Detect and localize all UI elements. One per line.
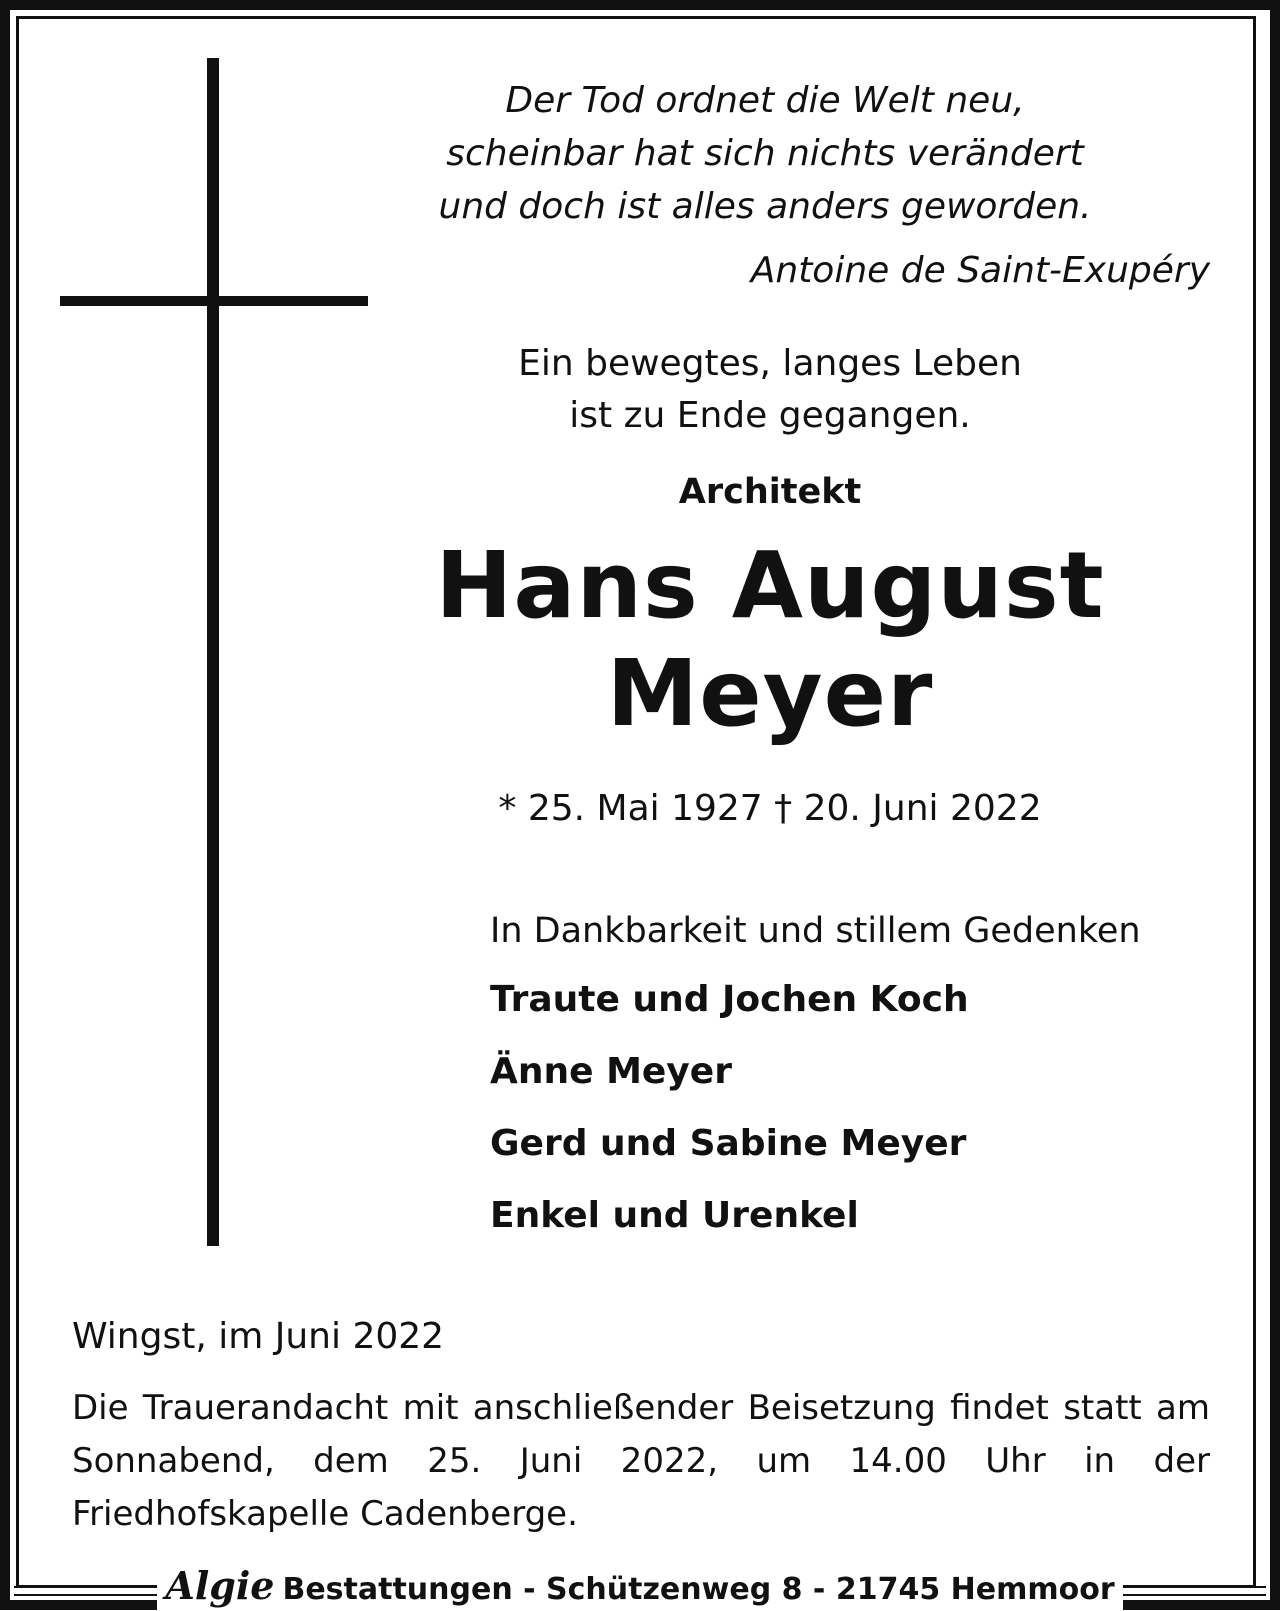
funeral-home-logo: Algie xyxy=(165,1563,275,1608)
mourner-item: Enkel und Urenkel xyxy=(490,1195,859,1236)
quote-line: Der Tod ordnet die Welt neu, xyxy=(505,80,1025,121)
mourner-item: Änne Meyer xyxy=(490,1051,732,1092)
profession: Architekt xyxy=(678,472,862,512)
intro-text xyxy=(420,338,1120,442)
intro-line: Ein bewegtes, langes Leben xyxy=(518,343,1022,384)
quote-line: und doch ist alles anders geworden. xyxy=(438,186,1092,227)
mourner-item: Gerd und Sabine Meyer xyxy=(490,1123,967,1164)
mourners-list xyxy=(490,976,969,1264)
quote-author: Antoine de Saint-Exupéry xyxy=(750,250,1210,291)
footer-content xyxy=(157,1565,1122,1611)
gratitude-line: In Dankbarkeit und stillem Gedenken xyxy=(490,911,1141,951)
footer xyxy=(0,1563,1280,1610)
footer-rule-left xyxy=(14,1586,164,1596)
intro-line: ist zu Ende gegangen. xyxy=(569,395,971,436)
deceased-name xyxy=(380,532,1160,748)
cross-icon-vertical-bar xyxy=(207,58,219,1246)
quote-line: scheinbar hat sich nichts verändert xyxy=(446,133,1084,174)
place-date: Wingst, im Juni 2022 xyxy=(72,1316,445,1357)
name-line: Hans August xyxy=(435,532,1105,639)
cross-icon-horizontal-bar xyxy=(60,296,368,306)
service-notice: Die Trauerandacht mit anschließender Beisetzung findet statt am Sonnabend, dem 25. Juni 2022, um 14.00 Uhr in der Friedhofskapelle Cadenberge. xyxy=(72,1388,1210,1534)
mourner-item: Traute und Jochen Koch xyxy=(490,979,969,1020)
funeral-home-address: Bestattungen - Schützenweg 8 - 21745 Hemmoor xyxy=(282,1572,1115,1607)
quote xyxy=(380,74,1150,233)
life-dates: * 25. Mai 1927 † 20. Juni 2022 xyxy=(498,788,1042,829)
name-line: Meyer xyxy=(606,640,934,747)
